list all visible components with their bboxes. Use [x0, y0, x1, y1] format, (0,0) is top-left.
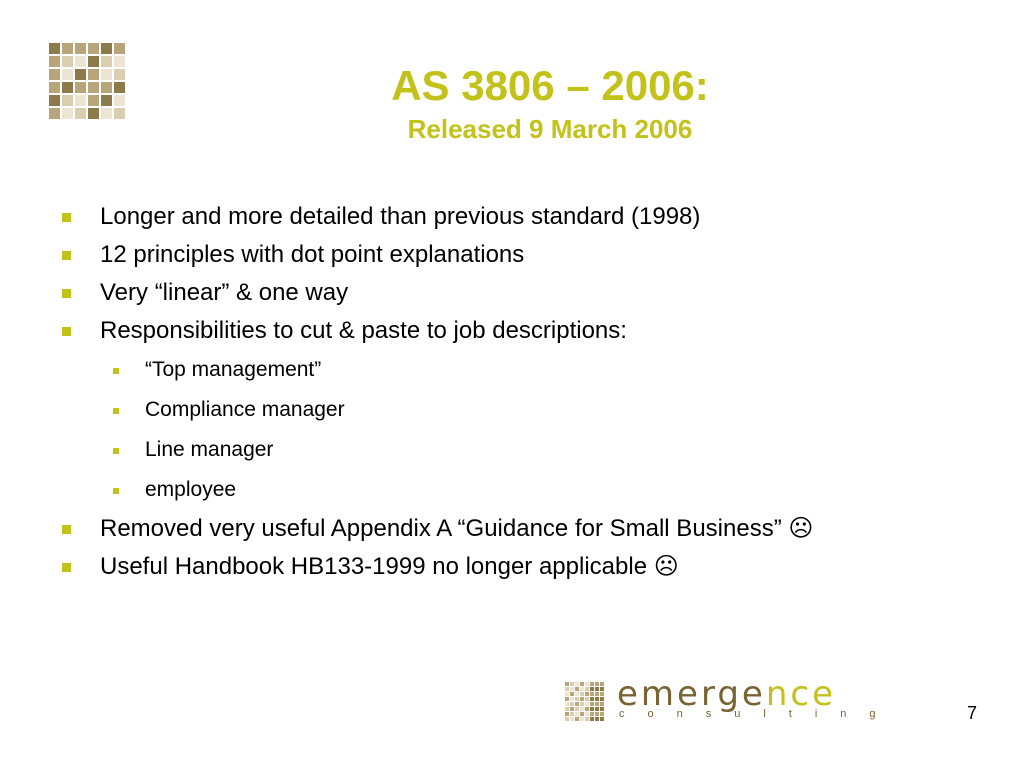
grid-cell — [114, 56, 125, 67]
grid-cell — [49, 108, 60, 119]
square-bullet-icon — [62, 563, 71, 572]
grid-cell — [600, 717, 604, 721]
grid-cell — [590, 712, 594, 716]
grid-cell — [595, 717, 599, 721]
grid-cell — [565, 687, 569, 691]
grid-cell — [590, 707, 594, 711]
grid-cell — [75, 43, 86, 54]
list-item — [62, 274, 912, 312]
slide-title: AS 3806 – 2006: — [391, 62, 709, 109]
square-bullet-icon — [113, 448, 119, 454]
grid-cell — [595, 687, 599, 691]
list-item — [62, 236, 912, 274]
grid-cell — [101, 82, 112, 93]
grid-cell — [62, 56, 73, 67]
grid-cell — [585, 697, 589, 701]
grid-cell — [590, 692, 594, 696]
square-bullet-icon — [62, 251, 71, 260]
grid-cell — [590, 697, 594, 701]
logo-name-main: emerge — [617, 674, 766, 714]
grid-cell — [600, 697, 604, 701]
grid-cell — [585, 687, 589, 691]
grid-cell — [565, 697, 569, 701]
grid-cell — [570, 682, 574, 686]
grid-cell — [600, 712, 604, 716]
grid-cell — [580, 697, 584, 701]
bullet-text: Removed very useful Appendix A “Guidance for Small Business” ☹ — [100, 515, 814, 542]
grid-cell — [570, 687, 574, 691]
list-item — [62, 510, 870, 548]
grid-cell — [580, 687, 584, 691]
grid-cell — [590, 682, 594, 686]
grid-cell — [595, 682, 599, 686]
bullet-list — [62, 198, 912, 586]
sub-bullet-text: “Top management” — [145, 358, 322, 381]
grid-cell — [600, 707, 604, 711]
grid-cell — [575, 692, 579, 696]
grid-cell — [580, 682, 584, 686]
grid-cell — [565, 707, 569, 711]
grid-cell — [49, 69, 60, 80]
logo-subtitle: consulting — [619, 708, 899, 720]
grid-logo — [49, 43, 125, 119]
grid-cell — [585, 707, 589, 711]
bullet-text: Useful Handbook HB133-1999 no longer applicable ☹ — [100, 553, 679, 580]
grid-cell — [570, 697, 574, 701]
grid-cell — [62, 43, 73, 54]
grid-cell — [570, 717, 574, 721]
grid-cell — [595, 692, 599, 696]
grid-cell — [75, 108, 86, 119]
grid-cell — [114, 82, 125, 93]
square-bullet-icon — [62, 525, 71, 534]
grid-cell — [565, 692, 569, 696]
grid-cell — [575, 682, 579, 686]
grid-cell — [101, 56, 112, 67]
grid-cell — [88, 43, 99, 54]
square-bullet-icon — [62, 289, 71, 298]
grid-cell — [49, 95, 60, 106]
grid-cell — [570, 707, 574, 711]
grid-cell — [565, 682, 569, 686]
grid-cell — [585, 717, 589, 721]
grid-cell — [595, 697, 599, 701]
sub-bullet-text: Line manager — [145, 438, 274, 461]
grid-cell — [114, 108, 125, 119]
grid-cell — [101, 108, 112, 119]
grid-cell — [580, 717, 584, 721]
grid-cell — [585, 682, 589, 686]
grid-cell — [580, 707, 584, 711]
grid-cell — [62, 82, 73, 93]
bullet-text: Very “linear” & one way — [100, 279, 349, 306]
grid-cell — [575, 712, 579, 716]
grid-cell — [75, 56, 86, 67]
grid-cell — [575, 697, 579, 701]
grid-cell — [580, 692, 584, 696]
list-item — [62, 312, 912, 350]
square-bullet-icon — [113, 488, 119, 494]
slide-subtitle: Released 9 March 2006 — [407, 114, 693, 144]
grid-cell — [101, 69, 112, 80]
square-bullet-icon — [62, 213, 71, 222]
grid-cell — [575, 702, 579, 706]
grid-cell — [575, 687, 579, 691]
bullet-text: 12 principles with dot point explanations — [100, 241, 525, 268]
bullet-text: Longer and more detailed than previous standard (1998) — [100, 203, 701, 230]
sub-bullet-text: Compliance manager — [145, 398, 345, 421]
grid-cell — [62, 108, 73, 119]
logo-grid-icon — [565, 682, 604, 721]
square-bullet-icon — [62, 327, 71, 336]
bullet-text: Responsibilities to cut & paste to job descriptions: — [100, 317, 627, 344]
grid-cell — [580, 702, 584, 706]
grid-cell — [570, 702, 574, 706]
grid-cell — [88, 69, 99, 80]
grid-cell — [49, 82, 60, 93]
grid-cell — [600, 702, 604, 706]
grid-cell — [565, 712, 569, 716]
grid-cell — [88, 82, 99, 93]
logo-name-accent: nce — [765, 674, 837, 714]
grid-cell — [75, 69, 86, 80]
page-number: 7 — [967, 703, 978, 723]
grid-cell — [585, 692, 589, 696]
square-bullet-icon — [113, 368, 119, 374]
grid-cell — [114, 69, 125, 80]
grid-cell — [570, 712, 574, 716]
grid-cell — [75, 82, 86, 93]
grid-cell — [101, 95, 112, 106]
grid-cell — [565, 717, 569, 721]
list-item — [62, 548, 912, 586]
grid-cell — [62, 69, 73, 80]
sub-bullet-text: employee — [145, 478, 237, 501]
grid-cell — [600, 687, 604, 691]
square-bullet-icon — [113, 408, 119, 414]
grid-cell — [49, 43, 60, 54]
grid-cell — [590, 687, 594, 691]
list-item — [62, 198, 912, 236]
grid-cell — [88, 56, 99, 67]
grid-cell — [49, 56, 60, 67]
grid-cell — [600, 682, 604, 686]
grid-cell — [114, 95, 125, 106]
grid-cell — [575, 707, 579, 711]
grid-cell — [565, 702, 569, 706]
grid-cell — [580, 712, 584, 716]
emergence-logo — [565, 674, 905, 726]
grid-cell — [595, 702, 599, 706]
grid-cell — [600, 692, 604, 696]
grid-cell — [62, 95, 73, 106]
grid-cell — [88, 108, 99, 119]
grid-cell — [570, 692, 574, 696]
grid-cell — [101, 43, 112, 54]
grid-cell — [590, 702, 594, 706]
grid-cell — [88, 95, 99, 106]
sub-list-item — [62, 470, 912, 510]
sub-list-item — [62, 430, 912, 470]
sub-list-item — [62, 350, 912, 390]
sub-list-item — [62, 390, 912, 430]
grid-cell — [595, 707, 599, 711]
grid-cell — [575, 717, 579, 721]
slide-title-block — [300, 60, 800, 146]
grid-cell — [585, 702, 589, 706]
grid-cell — [585, 712, 589, 716]
grid-cell — [590, 717, 594, 721]
grid-cell — [114, 43, 125, 54]
grid-cell — [595, 712, 599, 716]
grid-cell — [75, 95, 86, 106]
